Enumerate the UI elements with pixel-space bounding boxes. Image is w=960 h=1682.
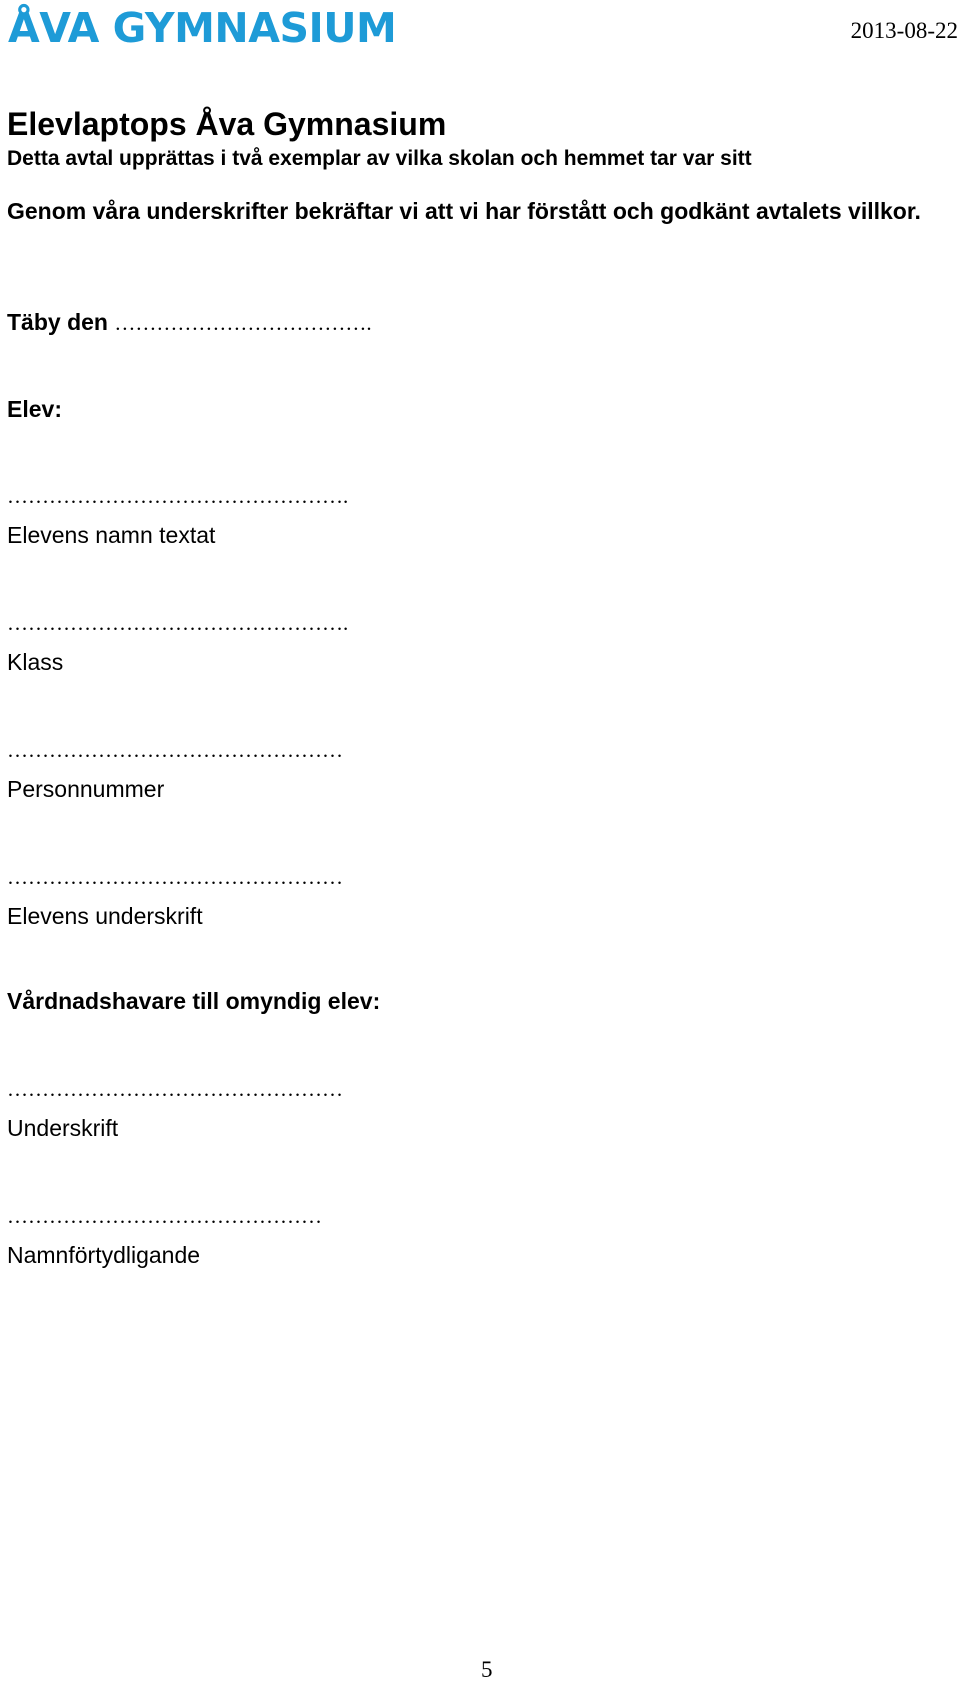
guardian-signature-label: Underskrift bbox=[7, 1115, 119, 1141]
place-date-line bbox=[7, 311, 372, 334]
student-name-blank: …………………………………………. bbox=[7, 484, 349, 508]
class-label: Klass bbox=[7, 649, 64, 675]
logo-text: ÅVA GYMNASIUM bbox=[8, 4, 397, 52]
document-date: 2013-08-22 bbox=[850, 18, 958, 43]
guardian-heading: Vårdnadshavare till omyndig elev: bbox=[7, 988, 381, 1014]
place-date-blank: ………………………………. bbox=[114, 311, 372, 335]
agreement-copies-note: Detta avtal upprättas i två exemplar av vilka skolan och hemmet tar var sitt bbox=[7, 147, 752, 170]
page-number: 5 bbox=[481, 1657, 493, 1682]
place-label: Täby den bbox=[7, 309, 108, 335]
student-heading: Elev: bbox=[7, 396, 62, 422]
document-title: Elevlaptops Åva Gymnasium bbox=[7, 106, 447, 142]
name-clarification-blank: ……………………………………… bbox=[7, 1204, 322, 1228]
personal-number-blank: ………………………………………… bbox=[7, 738, 343, 762]
class-blank: …………………………………………. bbox=[7, 611, 349, 635]
name-clarification-label: Namnförtydligande bbox=[7, 1242, 201, 1268]
confirmation-text: Genom våra underskrifter bekräftar vi att vi har förstått och godkänt avtalets villkor. bbox=[7, 198, 921, 224]
student-signature-blank: ………………………………………… bbox=[7, 865, 343, 889]
school-logo bbox=[8, 4, 397, 52]
student-signature-label: Elevens underskrift bbox=[7, 903, 203, 929]
student-name-label: Elevens namn textat bbox=[7, 522, 216, 548]
guardian-signature-blank: ………………………………………… bbox=[7, 1077, 343, 1101]
personal-number-label: Personnummer bbox=[7, 776, 165, 802]
